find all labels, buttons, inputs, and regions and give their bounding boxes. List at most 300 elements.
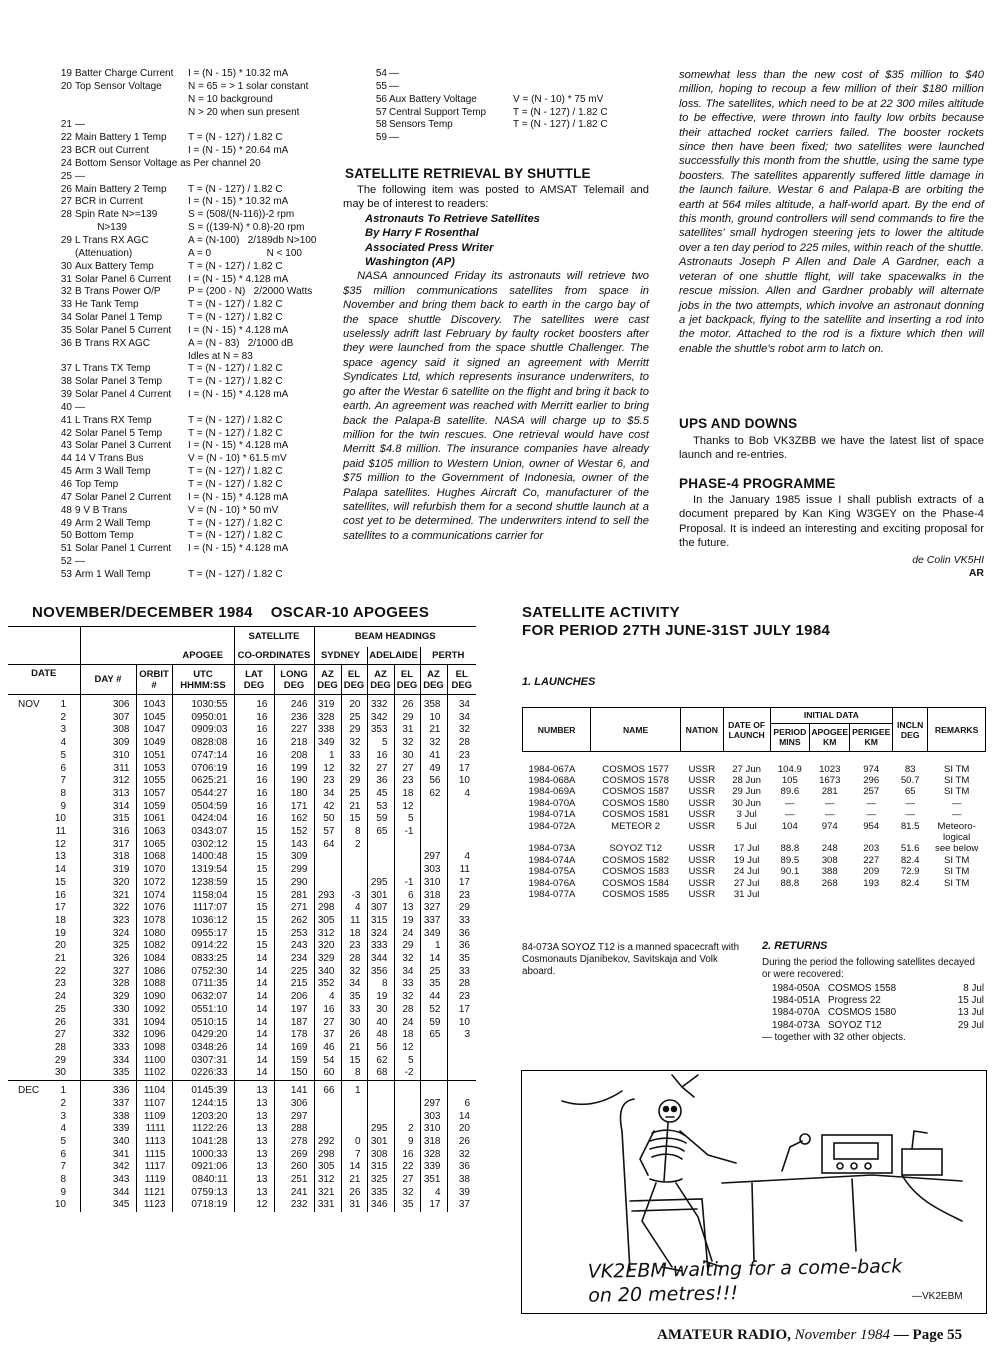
apogee-date-cell (8, 978, 80, 991)
apogee-row (8, 695, 476, 712)
channel-number: 36 (60, 337, 72, 349)
apogee-adl-az-cell: 346 (367, 1199, 394, 1212)
launch-period-cell: 90.1 (780, 866, 800, 878)
apogee-syd-el-cell: 7 (341, 1149, 367, 1162)
byline-author: By Harry F Rosenthal (365, 227, 479, 240)
apogee-utc-cell: 0840:11 (172, 1174, 234, 1187)
channel-row (56, 518, 346, 531)
return-date: 29 Jul (957, 1019, 984, 1031)
apogee-utc-cell: 0752:30 (172, 966, 234, 979)
apogee-long-cell: 190 (274, 775, 314, 788)
launch-number-cell: 1984-072A (528, 820, 576, 832)
apogee-orbit-cell: 1123 (136, 1199, 172, 1212)
apogee-day-of-month: 9 (60, 1186, 66, 1198)
channel-description: — (389, 132, 399, 144)
channel-row (56, 325, 346, 338)
apogee-per-az-cell: 1 (420, 940, 447, 953)
launch-incln-cell: 82.4 (900, 877, 920, 889)
apogee-table-title: NOVEMBER/DECEMBER 1984 OSCAR-10 APOGEES (32, 604, 430, 621)
channel-row (56, 492, 346, 505)
apogee-syd-az-cell: 312 (314, 1174, 341, 1187)
apogee-row (8, 1123, 476, 1136)
apogee-orbit-cell: 1068 (136, 851, 172, 864)
channel-formula: T = (N - 127) / 1.82 C (188, 299, 283, 311)
apogee-lat-cell: 14 (234, 991, 274, 1004)
launch-perigee-cell: 193 (863, 877, 880, 889)
apogee-syd-az-cell: 64 (314, 839, 341, 852)
channel-row (56, 119, 346, 132)
apogee-lat-cell: 16 (234, 763, 274, 776)
channel-description: Main Battery 1 Temp (75, 132, 167, 144)
launch-name-cell: COSMOS 1584 (602, 877, 669, 889)
apogee-day-cell: 334 (80, 1055, 136, 1068)
apogee-day-of-month: 5 (60, 749, 66, 761)
channel-number: 48 (60, 504, 72, 516)
launches-table (522, 707, 986, 900)
apogee-orbit-cell: 1043 (136, 695, 172, 712)
apogee-orbit-cell: 1070 (136, 864, 172, 877)
channel-row (56, 248, 346, 261)
launch-date-cell: 29 Jun (732, 786, 762, 798)
channel-row (375, 107, 635, 120)
launch-date-cell: 5 Jul (736, 820, 757, 832)
channel-description: Sensors Temp (389, 119, 453, 131)
channel-formula: T = (N - 127) / 1.82 C (188, 260, 283, 272)
channel-row (375, 132, 635, 145)
apogee-syd-az-cell: 50 (314, 813, 341, 826)
apogee-per-az-cell (420, 801, 447, 814)
apogee-syd-el-cell: 1 (341, 1081, 367, 1098)
apogee-row (8, 775, 476, 788)
apogee-adl-el-cell: -1 (394, 877, 420, 890)
apogee-date-cell (8, 1004, 80, 1017)
channel-formula: N > 20 when sun present (188, 106, 300, 118)
apogee-row (8, 763, 476, 776)
apogee-syd-el-cell: 8 (341, 826, 367, 839)
launch-row (523, 866, 986, 877)
launch-name-cell: SOYOZ T12 (609, 843, 662, 855)
apogee-syd-az-cell: 352 (314, 978, 341, 991)
channel-number: 45 (60, 466, 72, 478)
apogee-long-cell: 208 (274, 750, 314, 763)
channel-formula: T = (N - 127) / 1.82 C (513, 106, 608, 118)
apogee-per-az-cell: 59 (420, 1017, 447, 1030)
apogee-day-cell: 332 (80, 1029, 136, 1042)
apogee-syd-el-cell: 29 (341, 724, 367, 737)
apogee-day-of-month: 21 (54, 953, 66, 965)
magazine-name: AMATEUR RADIO, (657, 1327, 791, 1343)
apogee-syd-el-cell (341, 851, 367, 864)
apogee-orbit-cell: 1059 (136, 801, 172, 814)
apogee-per-az-cell: 310 (420, 877, 447, 890)
apogee-row (8, 826, 476, 839)
channel-formula: I = (N - 15) * 4.128 mA (188, 324, 289, 336)
apogee-adl-el-cell: 18 (394, 1029, 420, 1042)
channel-row (56, 196, 346, 209)
apogee-row (8, 877, 476, 890)
apogee-syd-el-cell: 30 (341, 1017, 367, 1030)
apogee-per-az-cell: 349 (420, 928, 447, 941)
apogee-utc-cell: 1036:12 (172, 915, 234, 928)
apogee-orbit-cell: 1100 (136, 1055, 172, 1068)
channel-row (56, 235, 346, 248)
apogee-orbit-cell: 1109 (136, 1111, 172, 1124)
apogee-day-of-month: 2 (60, 711, 66, 723)
telemetry-channel-list-continued (375, 68, 635, 145)
apogee-long-cell: 253 (274, 928, 314, 941)
activity-title (522, 604, 830, 640)
apogee-adl-az-cell: 40 (367, 1017, 394, 1030)
apogee-row (8, 1067, 476, 1080)
apogee-day-of-month: 1 (60, 699, 66, 710)
phase4-body: In the January 1985 issue I shall publish extracts of a document prepared by Kan King W3GEY on the Phase-4 Proposal. It is indeed an interesting and exciting proposal for the future. (679, 494, 984, 550)
apogee-orbit-cell: 1063 (136, 826, 172, 839)
apogee-day-cell: 337 (80, 1098, 136, 1111)
remarks-header: REMARKS (928, 708, 986, 752)
launch-period-cell: 104 (781, 820, 798, 832)
apogee-per-el-cell: 38 (447, 1174, 476, 1187)
launch-perigee-cell: 203 (863, 843, 880, 855)
apogee-long-cell: 246 (274, 695, 314, 712)
apogee-lat-cell: 16 (234, 695, 274, 712)
apogee-row (8, 1174, 476, 1187)
apogee-lat-cell: 15 (234, 890, 274, 903)
apogee-orbit-cell: 1113 (136, 1136, 172, 1149)
channel-description: Top Sensor Voltage (75, 80, 162, 92)
channel-number: 51 (60, 543, 72, 555)
launch-date-cell: 27 Jun (732, 763, 762, 775)
launch-apogee-cell: 1673 (819, 774, 841, 786)
channel-number: 38 (60, 376, 72, 388)
channel-row (56, 158, 346, 171)
apogee-lat-cell: 14 (234, 1042, 274, 1055)
launch-remarks-cell: SI TM (943, 786, 970, 798)
channel-row (375, 81, 635, 94)
channel-formula: T = (N - 127) / 1.82 C (188, 183, 283, 195)
phase4-heading: PHASE-4 PROGRAMME (679, 476, 836, 491)
apogee-row (8, 737, 476, 750)
apogee-adl-el-cell: 32 (394, 991, 420, 1004)
apogee-row (8, 1055, 476, 1068)
utc-header: UTC HHMM:SS (172, 665, 234, 695)
apogee-per-az-cell: 49 (420, 763, 447, 776)
apogee-long-cell: 262 (274, 915, 314, 928)
apogee-day-of-month: 13 (54, 851, 66, 863)
launch-date-cell: 28 Jun (732, 774, 762, 786)
apogee-date-cell (8, 851, 80, 864)
apogee-row (8, 966, 476, 979)
apogee-adl-az-cell: 45 (367, 788, 394, 801)
channel-row (56, 145, 346, 158)
channel-row (56, 68, 346, 81)
channel-row (56, 402, 346, 415)
apogee-per-az-cell: 56 (420, 775, 447, 788)
return-date: 8 Jul (963, 983, 984, 994)
apogee-day-of-month: 5 (60, 1135, 66, 1147)
channel-row (56, 363, 346, 376)
apogee-syd-el-cell: 21 (341, 801, 367, 814)
apogee-date-cell (8, 712, 80, 725)
launch-nation-cell: USSR (688, 774, 716, 786)
apogee-utc-cell: 1117:07 (172, 902, 234, 915)
apogee-adl-az-cell (367, 851, 394, 864)
apogee-day-of-month: 7 (60, 775, 66, 787)
apogee-per-el-cell: 17 (447, 763, 476, 776)
launch-perigee-cell: 954 (863, 820, 880, 832)
apogee-lat-cell: 15 (234, 851, 274, 864)
apogee-lat-cell: 15 (234, 928, 274, 941)
apogee-syd-az-cell: 319 (314, 695, 341, 712)
return-number: 1984-051A (772, 995, 820, 1007)
number-header: NUMBER (523, 708, 591, 752)
channel-number: 30 (60, 260, 72, 272)
apogee-day-cell: 326 (80, 953, 136, 966)
apogee-syd-az-cell: 293 (314, 890, 341, 903)
apogee-orbit-cell: 1098 (136, 1042, 172, 1055)
apogee-syd-az-cell: 312 (314, 928, 341, 941)
channel-description: Arm 1 Wall Temp (75, 568, 151, 580)
apogee-lat-cell: 15 (234, 826, 274, 839)
apogee-day-cell: 333 (80, 1042, 136, 1055)
apogee-lat-cell: 15 (234, 877, 274, 890)
apogee-orbit-cell: 1074 (136, 890, 172, 903)
apogee-long-cell: 278 (274, 1136, 314, 1149)
channel-description: Solar Panel 6 Current (75, 273, 172, 285)
returns-outro: — together with 32 other objects. (762, 1032, 906, 1043)
apogee-day-cell: 307 (80, 712, 136, 725)
apogee-long-cell: 306 (274, 1098, 314, 1111)
apogee-long-cell: 281 (274, 890, 314, 903)
apogee-lat-cell: 14 (234, 1029, 274, 1042)
channel-description: — (75, 401, 85, 413)
apogee-adl-az-cell: 59 (367, 813, 394, 826)
apogee-adl-az-cell: 16 (367, 750, 394, 763)
apogee-per-el-cell: 32 (447, 724, 476, 737)
apogee-adl-az-cell: 65 (367, 826, 394, 839)
apogee-per-az-cell (420, 1055, 447, 1068)
apogee-syd-el-cell: 14 (341, 1161, 367, 1174)
apogee-per-el-cell: 23 (447, 750, 476, 763)
apogee-day-cell: 340 (80, 1136, 136, 1149)
apogee-adl-az-cell: 342 (367, 712, 394, 725)
apogee-long-cell: 197 (274, 1004, 314, 1017)
sydney-header: SYDNEY (314, 647, 367, 665)
apogee-day-of-month: 20 (54, 940, 66, 952)
channel-number: 54 (375, 68, 387, 79)
apogee-day-of-month: 29 (54, 1054, 66, 1066)
launch-period-cell: 89.5 (780, 854, 800, 866)
satellite-header: SATELLITE (234, 627, 314, 647)
apogee-per-az-cell: 17 (420, 1199, 447, 1212)
launch-perigee-cell: 227 (863, 854, 880, 866)
apogee-day-cell: 343 (80, 1174, 136, 1187)
apogee-long-cell: 299 (274, 864, 314, 877)
apogee-syd-el-cell: 11 (341, 915, 367, 928)
channel-row (56, 556, 346, 569)
apogee-row (8, 1017, 476, 1030)
apogee-syd-az-cell: 331 (314, 1199, 341, 1212)
perth-header: PERTH (420, 647, 476, 665)
apogee-per-az-cell: 310 (420, 1123, 447, 1136)
launch-row (523, 798, 986, 809)
channel-formula: I = (N - 15) * 10.32 mA (188, 196, 289, 208)
apogee-adl-az-cell: 5 (367, 737, 394, 750)
launch-apogee-cell: 248 (821, 843, 838, 855)
apogee-orbit-cell: 1065 (136, 839, 172, 852)
apogee-orbit-cell: 1082 (136, 940, 172, 953)
launch-name-cell (591, 832, 681, 843)
retrieval-intro: The following item was posted to AMSAT Telemail and may be of interest to readers: (343, 184, 649, 211)
apogee-per-az-cell: 32 (420, 737, 447, 750)
apogee-day-cell: 345 (80, 1199, 136, 1212)
channel-number: 59 (375, 132, 387, 144)
apogee-day-of-month: 8 (60, 1174, 66, 1186)
apogee-syd-el-cell: 35 (341, 991, 367, 1004)
launch-date-cell: 30 Jun (732, 797, 762, 809)
apogee-per-az-cell: 318 (420, 1136, 447, 1149)
channel-description: Spin Rate N>=139 (75, 209, 158, 221)
apogee-day-of-month: 25 (54, 1003, 66, 1015)
apogee-syd-az-cell: 66 (314, 1081, 341, 1098)
apogee-per-el-cell (447, 801, 476, 814)
apogee-adl-az-cell: 307 (367, 902, 394, 915)
launch-row (523, 889, 986, 900)
apogee-date-cell (8, 763, 80, 776)
apogee-adl-az-cell: 62 (367, 1055, 394, 1068)
apogee-orbit-cell: 1072 (136, 877, 172, 890)
nation-header: NATION (680, 708, 723, 752)
launch-apogee-cell: 974 (821, 820, 838, 832)
apogee-row (8, 1161, 476, 1174)
apogee-per-az-cell: 4 (420, 1187, 447, 1200)
return-date: 13 Jul (957, 1007, 984, 1019)
apogee-orbit-cell: 1102 (136, 1067, 172, 1080)
apogee-syd-az-cell: 340 (314, 966, 341, 979)
channel-row (56, 389, 346, 402)
apogee-day-cell: 323 (80, 915, 136, 928)
apogee-syd-el-cell: -3 (341, 890, 367, 903)
apogee-syd-az-cell: 292 (314, 1136, 341, 1149)
apogee-row (8, 991, 476, 1004)
apogee-date-cell (8, 966, 80, 979)
channel-description: Bottom Temp (75, 530, 134, 542)
channel-number: 53 (60, 568, 72, 580)
apogee-per-el-cell: 32 (447, 1149, 476, 1162)
channel-formula: T = (N - 127) / 1.82 C (188, 132, 283, 144)
apogee-day-cell: 325 (80, 940, 136, 953)
apogee-day-cell: 314 (80, 801, 136, 814)
launch-remarks-cell: see below (935, 843, 979, 855)
apogee-day-cell: 322 (80, 902, 136, 915)
apogee-per-el-cell: 33 (447, 966, 476, 979)
launch-incln-cell: — (905, 797, 915, 809)
apogee-date-cell (8, 1174, 80, 1187)
launch-apogee-cell: 1023 (819, 763, 841, 775)
apogee-orbit-cell: 1104 (136, 1081, 172, 1098)
retrieval-body-continued: somewhat less than the new cost of $35 million to $40 million, hoping to recoup a few million of their $180 million loss. The satellites, which need to be at 22 300 miles altitude to be effective, were thrown into faulty low orbits because their attached rocket carriers failed. The booster rockets since then have been fixed; two satellites were launched successfully this month from the shuttle, using the same type boosters. The satellites apparently suffered little damage in the launch failure. Westar 6 and Palapa-B are orbiting the earth at 564 miles altitude, a half-world apart. By the end of this month, ground controllers will send commands to fire the satellites' small hydrogen steering jets to lower the altitude over a ten day period to 225 miles, within reach of the shuttle. Astronauts Joseph P Allen and Dale A Gardner, each a veteran of one shuttle flight, will take spacewalks in the rescue mission. Allen and Gardner probably will alternate jobs in the two attempts, which involve an astronaut donning a jet backpack, flying to the satellite and inserting a rod into the motor. Attached to the rod is a fixture which then will enable the shuttle's robot arm to latch on. (679, 69, 984, 355)
apogee-utc-cell: 0921:06 (172, 1161, 234, 1174)
apogee-syd-az-cell: 12 (314, 763, 341, 776)
apogee-long-cell: 180 (274, 788, 314, 801)
apogee-syd-az-cell: 1 (314, 750, 341, 763)
apogee-syd-el-cell: 25 (341, 712, 367, 725)
launch-number-cell (523, 832, 591, 843)
apogee-adl-el-cell: 35 (394, 1199, 420, 1212)
channel-number: 43 (60, 440, 72, 452)
apogee-per-az-cell: 297 (420, 851, 447, 864)
channel-formula: I = (N - 15) * 4.128 mA (188, 273, 289, 285)
apogee-per-az-cell: 41 (420, 750, 447, 763)
apogee-syd-az-cell: 329 (314, 953, 341, 966)
apogee-per-az-cell: 65 (420, 1029, 447, 1042)
apogee-utc-cell: 0429:20 (172, 1029, 234, 1042)
channel-number: 39 (60, 389, 72, 401)
apogee-lat-cell: 13 (234, 1174, 274, 1187)
apogee-syd-az-cell (314, 1111, 341, 1124)
apogee-lat-cell: 14 (234, 966, 274, 979)
apogee-utc-cell: 1122:26 (172, 1123, 234, 1136)
return-row (772, 1020, 984, 1032)
apogee-syd-az-cell: 54 (314, 1055, 341, 1068)
apogee-lat-cell: 13 (234, 1149, 274, 1162)
channel-number: 25 (60, 170, 72, 182)
launch-perigee-cell: 209 (863, 866, 880, 878)
period-header: PERIOD MINS (770, 723, 809, 751)
channel-formula: T = (N - 127) / 1.82 C (188, 479, 283, 490)
channel-row (56, 351, 346, 364)
channel-description: Solar Panel 4 Current (75, 389, 172, 401)
apogee-syd-el-cell: 20 (341, 695, 367, 712)
apogee-long-cell: 271 (274, 902, 314, 915)
returns-intro: During the period the following satellites decayed or were recovered: (762, 957, 975, 981)
apogee-orbit-cell: 1051 (136, 750, 172, 763)
apogee-orbit-cell: 1094 (136, 1017, 172, 1030)
apogee-adl-el-cell: 5 (394, 813, 420, 826)
apogee-orbit-cell: 1080 (136, 928, 172, 941)
channel-row (56, 338, 346, 351)
apogee-day-cell: 309 (80, 737, 136, 750)
channel-number: 57 (375, 106, 387, 118)
channel-description: 14 V Trans Bus (75, 453, 144, 465)
launch-incln-cell (893, 832, 928, 843)
launch-number-cell: 1984-075A (528, 866, 576, 878)
end-mark: AR (968, 567, 984, 579)
apogee-utc-cell: 0632:07 (172, 991, 234, 1004)
launch-incln-cell (893, 889, 928, 900)
apogee-adl-el-cell: 13 (394, 902, 420, 915)
channel-row (56, 132, 346, 145)
apogee-syd-az-cell: 320 (314, 940, 341, 953)
apogee-lat-cell: 13 (234, 1136, 274, 1149)
activity-title-line1: SATELLITE ACTIVITY (522, 604, 680, 621)
apogee-day-cell: 313 (80, 788, 136, 801)
apogee-syd-az-cell: 321 (314, 1187, 341, 1200)
channel-description: Solar Panel 2 Current (75, 491, 172, 503)
apogee-adl-el-cell: 27 (394, 1174, 420, 1187)
channel-description: He Tank Temp (75, 299, 139, 311)
apogee-adl-el-cell: -1 (394, 826, 420, 839)
channel-row (56, 94, 346, 107)
apogee-day-of-month: 24 (54, 991, 66, 1003)
launch-period-cell (770, 832, 809, 843)
apogee-long-cell: 234 (274, 953, 314, 966)
launch-row (523, 821, 986, 832)
cartoon-credit: —VK2EBM (912, 1291, 963, 1302)
channel-number: 31 (60, 273, 72, 285)
apogee-lat-cell: 16 (234, 801, 274, 814)
channel-number: 52 (60, 556, 72, 568)
launch-name-cell: COSMOS 1585 (602, 888, 669, 900)
